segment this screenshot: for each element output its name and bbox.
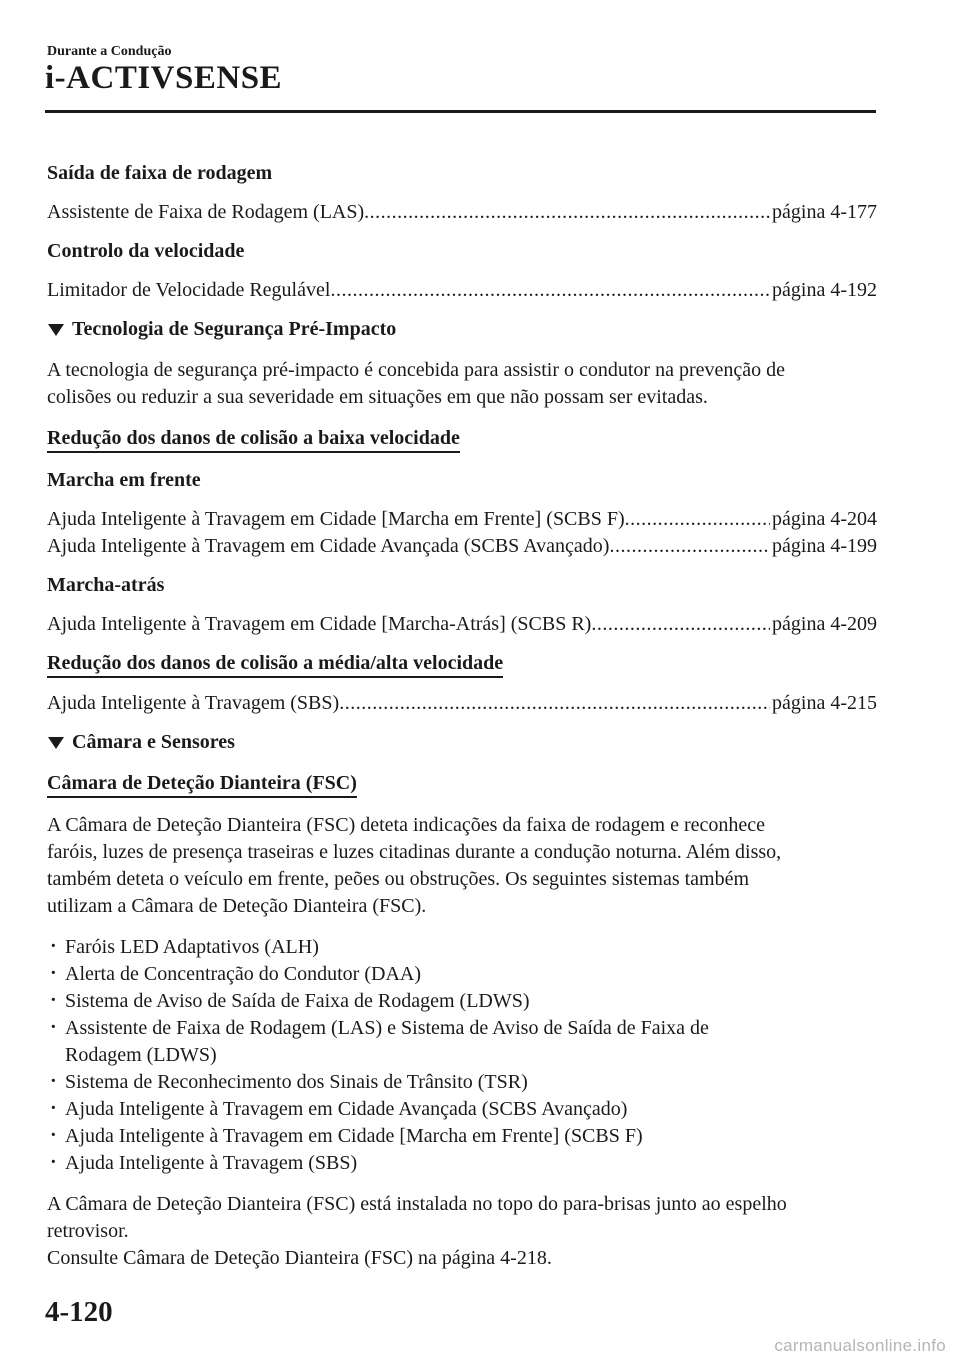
toc-label: Assistente de Faixa de Rodagem (LAS) — [47, 201, 365, 223]
toc-entry-scbs-f — [47, 506, 877, 533]
fsc-systems-list — [47, 934, 877, 1177]
low-speed-heading: Redução dos danos de colisão a baixa velocidade — [47, 426, 460, 453]
toc-entry-scbs-advanced — [47, 533, 877, 560]
toc-entry-sbs — [47, 690, 877, 717]
header-divider — [45, 110, 876, 113]
toc-label: Ajuda Inteligente à Travagem em Cidade Avançada (SCBS Avançado) — [47, 535, 610, 557]
toc-leader — [364, 199, 770, 226]
fsc-location-line-1: A Câmara de Deteção Dianteira (FSC) está instalada no topo do para-brisas junto ao espelho — [47, 1193, 787, 1215]
pre-crash-intro-line-1: A tecnologia de segurança pré-impacto é concebida para assistir o condutor na prevenção de — [47, 359, 786, 381]
toc-label: Ajuda Inteligente à Travagem em Cidade [Marcha-Atrás] (SCBS R) — [47, 613, 592, 635]
toc-page-ref: página 4-215 — [772, 692, 877, 714]
triangle-marker-icon — [48, 324, 64, 336]
list-item: · Ajuda Inteligente à Travagem em Cidade Avançada (SCBS Avançado) — [47, 1096, 877, 1123]
list-item-continuation: Rodagem (LDWS) — [65, 1044, 217, 1066]
pre-crash-heading-text: Tecnologia de Segurança Pré-Impacto — [72, 318, 397, 340]
page-content — [47, 160, 877, 1272]
fsc-desc-line: A Câmara de Deteção Dianteira (FSC) deteta indicações da faixa de rodagem e reconhece — [47, 814, 765, 836]
toc-leader — [330, 277, 770, 304]
toc-page-ref: página 4-177 — [772, 201, 877, 223]
toc-page-ref: página 4-199 — [772, 535, 877, 557]
pre-crash-intro-line-2: colisões ou reduzir a sua severidade em situações em que não possam ser evitadas. — [47, 386, 708, 408]
list-item: · Alerta de Concentração do Condutor (DAA) — [47, 961, 877, 988]
mid-high-speed-heading: Redução dos danos de colisão a média/alta velocidade — [47, 651, 503, 678]
toc-label: Ajuda Inteligente à Travagem em Cidade [Marcha em Frente] (SCBS F) — [47, 508, 625, 530]
toc-leader — [339, 690, 770, 717]
forward-heading: Marcha em frente — [47, 469, 201, 491]
fsc-reference: Consulte Câmara de Deteção Dianteira (FSC) na página 4-218. — [47, 1247, 552, 1269]
list-item: · Ajuda Inteligente à Travagem em Cidade [Marcha em Frente] (SCBS F) — [47, 1123, 877, 1150]
chapter-title: i-ACTIVSENSE — [45, 60, 283, 96]
toc-leader — [609, 533, 770, 560]
camera-heading-text: Câmara e Sensores — [72, 731, 235, 753]
toc-page-ref: página 4-204 — [772, 508, 877, 530]
toc-entry-speed-limiter — [47, 277, 877, 304]
toc-entry-scbs-r — [47, 611, 877, 638]
pre-crash-heading — [47, 316, 877, 343]
page-number: 4-120 — [45, 1296, 113, 1328]
list-item: · Assistente de Faixa de Rodagem (LAS) e Sistema de Aviso de Saída de Faixa de — [47, 1015, 877, 1042]
watermark: carmanualsonline.info — [774, 1336, 946, 1355]
lane-departure-heading: Saída de faixa de rodagem — [47, 162, 273, 184]
toc-page-ref: página 4-209 — [772, 613, 877, 635]
fsc-location-line-2: retrovisor. — [47, 1220, 129, 1242]
camera-heading — [47, 729, 877, 756]
speed-control-heading: Controlo da velocidade — [47, 240, 245, 262]
fsc-desc-line: utilizam a Câmara de Deteção Dianteira (FSC). — [47, 895, 427, 917]
reverse-heading: Marcha-atrás — [47, 574, 165, 596]
section-label: Durante a Condução — [47, 44, 172, 59]
toc-label: Ajuda Inteligente à Travagem (SBS) — [47, 692, 340, 714]
triangle-marker-icon — [48, 737, 64, 749]
list-item: · Sistema de Aviso de Saída de Faixa de Rodagem (LDWS) — [47, 988, 877, 1015]
list-item: · Faróis LED Adaptativos (ALH) — [47, 934, 877, 961]
fsc-desc-line: também deteta o veículo em frente, peões ou obstruções. Os seguintes sistemas também — [47, 868, 750, 890]
toc-label: Limitador de Velocidade Regulável — [47, 279, 331, 301]
list-item: · Ajuda Inteligente à Travagem (SBS) — [47, 1150, 877, 1177]
toc-entry-las — [47, 199, 877, 226]
fsc-desc-line: faróis, luzes de presença traseiras e luzes citadinas durante a condução noturna. Além disso, — [47, 841, 782, 863]
list-item: · Sistema de Reconhecimento dos Sinais de Trânsito (TSR) — [47, 1069, 877, 1096]
fsc-heading: Câmara de Deteção Dianteira (FSC) — [47, 771, 357, 798]
toc-leader — [625, 506, 770, 533]
toc-leader — [591, 611, 770, 638]
toc-page-ref: página 4-192 — [772, 279, 877, 301]
